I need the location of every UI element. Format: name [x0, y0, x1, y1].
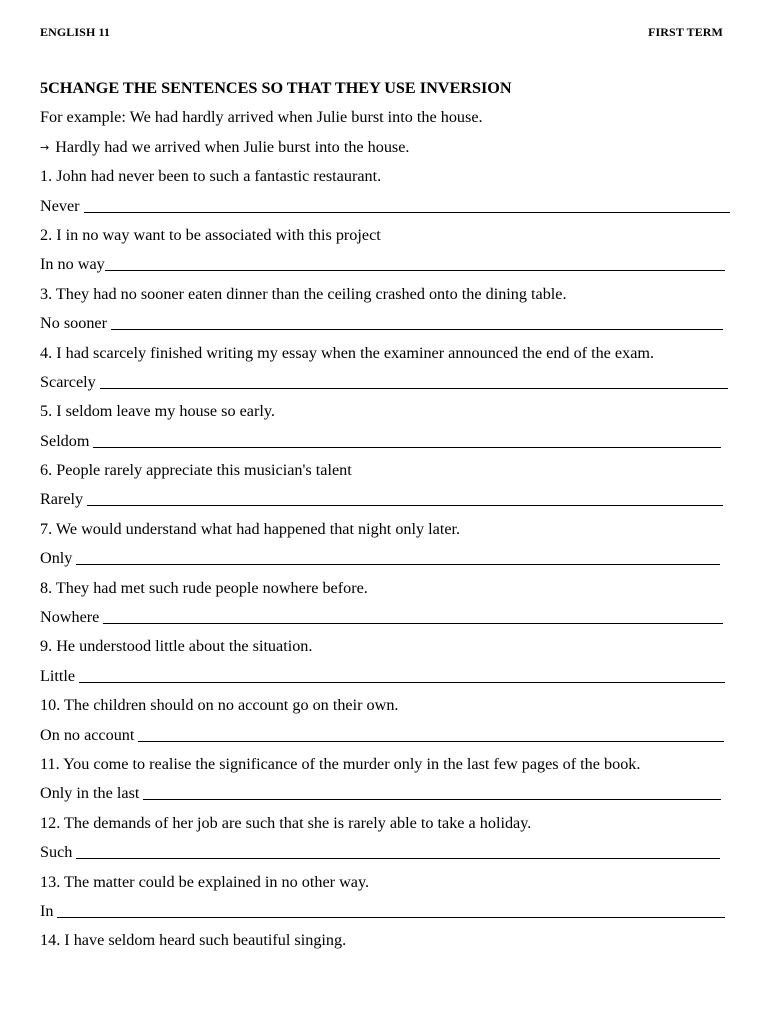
right-arrow-icon: →	[40, 140, 50, 154]
answer-prompt: In	[40, 901, 54, 920]
answer-blank[interactable]	[93, 431, 721, 448]
question-sentence: 10. The children should on no account go on their own.	[40, 696, 399, 715]
question-sentence: 6. People rarely appreciate this musician's talent	[40, 461, 352, 480]
answer-line	[40, 725, 740, 754]
question-sentence: 5. I seldom leave my house so early.	[40, 402, 275, 421]
answer-prompt: On no account	[40, 725, 135, 744]
question-sentence: 12. The demands of her job are such that she is rarely able to take a holiday.	[40, 813, 532, 832]
question-sentence: 13. The matter could be explained in no other way.	[40, 872, 370, 891]
answer-prompt: Never	[40, 196, 80, 215]
answer-line	[40, 548, 740, 577]
answer-line	[40, 196, 740, 225]
answer-prompt: Nowhere	[40, 608, 100, 627]
question-sentence: 7. We would understand what had happened that night only later.	[40, 519, 461, 538]
question-sentence: 8. They had met such rude people nowhere before.	[40, 578, 368, 597]
answer-prompt: In no way	[40, 255, 105, 274]
answer-line	[40, 372, 740, 401]
term-label: FIRST TERM	[648, 25, 723, 39]
answer-prompt: Rarely	[40, 490, 84, 509]
answer-line	[40, 489, 740, 518]
answer-blank[interactable]	[57, 901, 725, 918]
question-sentence: 14. I have seldom heard such beautiful singing.	[40, 931, 347, 950]
answer-line	[40, 666, 740, 695]
answer-line	[40, 254, 740, 283]
question-sentence: 11. You come to realise the significance of the murder only in the last few pages of the book.	[40, 754, 641, 773]
exercise-section	[40, 78, 740, 960]
answer-line	[40, 901, 740, 930]
exercise-title: 5CHANGE THE SENTENCES SO THAT THEY USE INVERSION	[40, 79, 512, 97]
answer-line	[40, 783, 740, 812]
answer-blank[interactable]	[103, 607, 723, 624]
answer-blank[interactable]	[105, 254, 725, 271]
answer-prompt: Only in the last	[40, 784, 140, 803]
question-sentence: 9. He understood little about the situation.	[40, 637, 313, 656]
question-sentence: 2. I in no way want to be associated with this project	[40, 225, 381, 244]
question-sentence: 1. John had never been to such a fantastic restaurant.	[40, 167, 382, 186]
subject-label: ENGLISH 11	[40, 25, 111, 39]
answer-blank[interactable]	[100, 372, 728, 389]
answer-line	[40, 842, 740, 871]
answer-prompt: Scarcely	[40, 372, 96, 391]
answer-blank[interactable]	[76, 548, 720, 565]
answer-prompt: Seldom	[40, 431, 90, 450]
example-answer	[40, 137, 740, 166]
answer-line	[40, 313, 740, 342]
answer-prompt: Little	[40, 666, 76, 685]
answer-prompt: No sooner	[40, 314, 107, 333]
question-sentence: 3. They had no sooner eaten dinner than the ceiling crashed onto the dining table.	[40, 284, 567, 303]
example-sentence: For example: We had hardly arrived when Julie burst into the house.	[40, 108, 483, 127]
answer-blank[interactable]	[143, 783, 721, 800]
answer-blank[interactable]	[84, 196, 730, 213]
answer-line	[40, 431, 740, 460]
answer-blank[interactable]	[138, 725, 724, 742]
example-answer-text: Hardly had we arrived when Julie burst into the house.	[55, 137, 410, 156]
question-sentence: 4. I had scarcely finished writing my essay when the examiner announced the end of the exam.	[40, 343, 655, 362]
answer-prompt: Only	[40, 549, 73, 568]
answer-blank[interactable]	[87, 489, 723, 506]
answer-blank[interactable]	[79, 666, 725, 683]
page-header	[40, 25, 723, 40]
answer-prompt: Such	[40, 843, 73, 862]
answer-blank[interactable]	[76, 842, 720, 859]
answer-blank[interactable]	[111, 313, 723, 330]
answer-line	[40, 607, 740, 636]
